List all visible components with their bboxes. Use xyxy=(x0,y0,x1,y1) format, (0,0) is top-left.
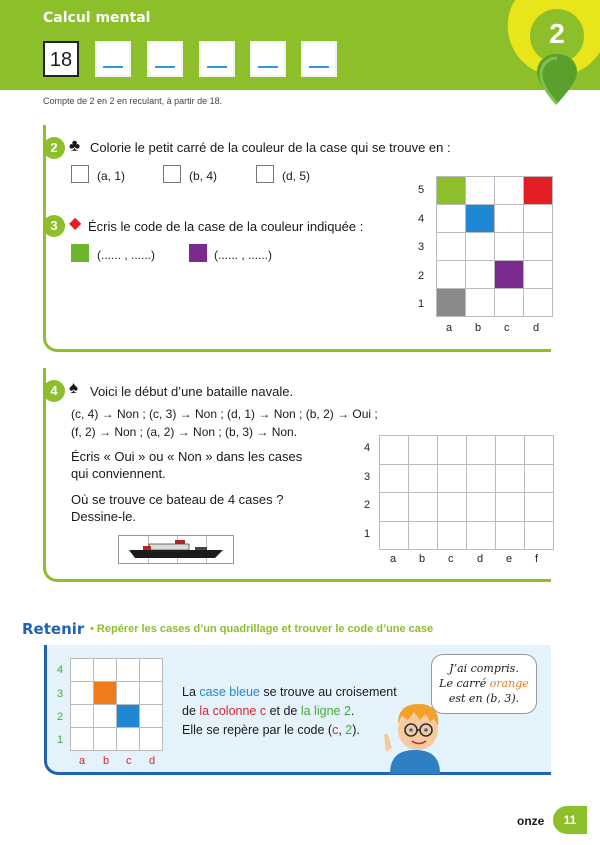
bs-col-label: e xyxy=(506,553,513,565)
bs-cell[interactable] xyxy=(380,436,409,465)
ex3-number: 3 xyxy=(43,215,65,237)
ex4-instruction-2a: Où se trouve ce bateau de 4 cases ? xyxy=(71,492,284,507)
row-label: 3 xyxy=(418,241,425,253)
header-title: Calcul mental xyxy=(43,10,151,26)
ex-cell xyxy=(117,682,140,705)
cell-c1[interactable] xyxy=(495,289,524,317)
bs-cell[interactable] xyxy=(409,521,438,550)
bs-cell[interactable] xyxy=(467,521,496,550)
calc-box-1 xyxy=(43,41,79,77)
bs-row-label: 2 xyxy=(364,499,371,511)
bs-cell[interactable] xyxy=(467,493,496,522)
ex-cell xyxy=(71,705,94,728)
bs-cell[interactable] xyxy=(438,464,467,493)
ex2-number: 2 xyxy=(43,137,65,159)
green-swatch xyxy=(71,244,89,262)
bs-col-label: a xyxy=(390,553,397,565)
ex-cell xyxy=(140,728,163,751)
bs-cell[interactable] xyxy=(438,436,467,465)
answer-purple[interactable]: (...... , ......) xyxy=(214,248,273,262)
calc-box-6[interactable] xyxy=(301,41,337,77)
orange-cell xyxy=(94,682,117,705)
ex4-title: Voici le début d’une bataille navale. xyxy=(90,384,294,399)
col-label: b xyxy=(475,322,482,334)
retenir-explanation: La case bleue se trouve au croisement de la colonne c et de la ligne 2. Elle se repère par le code (c, 2). xyxy=(182,685,397,737)
diamond-icon: ◆ xyxy=(69,215,82,232)
bs-cell[interactable] xyxy=(525,521,554,550)
ex-col-label: b xyxy=(103,755,110,767)
club-icon: ♣ xyxy=(69,136,81,155)
option-d5: (d, 5) xyxy=(282,169,311,183)
cell-c5[interactable] xyxy=(495,177,524,205)
bs-cell[interactable] xyxy=(525,464,554,493)
purple-swatch xyxy=(189,244,207,262)
bs-col-label: c xyxy=(448,553,454,565)
bs-cell[interactable] xyxy=(438,521,467,550)
ex4-number: 4 xyxy=(43,380,65,402)
battleship-grid xyxy=(379,435,554,550)
ex-col-label: a xyxy=(79,755,86,767)
ex4-clues-line1: (c, 4) → Non ; (c, 3) → Non ; (d, 1) → Non ; (b, 2) → Oui ; xyxy=(71,407,378,421)
ex-row-label: 1 xyxy=(57,734,64,746)
ex-row-label: 3 xyxy=(57,688,64,700)
bs-cell[interactable] xyxy=(409,464,438,493)
bs-cell[interactable] xyxy=(409,436,438,465)
bs-cell[interactable] xyxy=(380,521,409,550)
cell-a5[interactable] xyxy=(437,177,466,205)
bs-row-label: 3 xyxy=(364,471,371,483)
cell-b5[interactable] xyxy=(466,177,495,205)
row-label: 2 xyxy=(418,270,425,282)
ex-cell xyxy=(94,705,117,728)
col-label: a xyxy=(446,322,453,334)
ex-cell xyxy=(140,705,163,728)
checkbox-d5[interactable] xyxy=(256,165,274,183)
ex-cell xyxy=(71,659,94,682)
bs-row-label: 4 xyxy=(364,442,371,454)
ex-cell xyxy=(117,659,140,682)
ex4-clues-line2: (f, 2) → Non ; (a, 2) → Non ; (b, 3) → Non. xyxy=(71,425,298,439)
col-label: c xyxy=(504,322,510,334)
cell-b2[interactable] xyxy=(466,261,495,289)
calc-box-2[interactable] xyxy=(95,41,131,77)
bs-cell[interactable] xyxy=(496,464,525,493)
ex4-instruction-1a: Écris « Oui » ou « Non » dans les cases xyxy=(71,449,303,464)
bs-cell[interactable] xyxy=(496,493,525,522)
ex-cell xyxy=(94,659,117,682)
col-label: d xyxy=(533,322,540,334)
bs-row-label: 1 xyxy=(364,528,371,540)
retenir-subtitle: • Repérer les cases d’un quadrillage et trouver le code d’une case xyxy=(90,623,434,635)
calc-box-3[interactable] xyxy=(147,41,183,77)
cell-a4[interactable] xyxy=(437,205,466,233)
ex3-text: Écris le code de la case de la couleur indiquée : xyxy=(88,219,364,234)
ex-cell xyxy=(71,682,94,705)
ex-cell xyxy=(140,682,163,705)
speech-bubble: J’ai compris. Le carré orange est en (b, 3). xyxy=(431,654,537,714)
calc-value: 18 xyxy=(49,49,73,71)
ex-cell xyxy=(140,659,163,682)
calc-instruction: Compte de 2 en 2 en reculant, à partir de 18. xyxy=(43,96,223,106)
cell-d4[interactable] xyxy=(524,205,553,233)
calc-box-5[interactable] xyxy=(250,41,286,77)
cell-b1[interactable] xyxy=(466,289,495,317)
ex-cell xyxy=(94,728,117,751)
cell-c4[interactable] xyxy=(495,205,524,233)
bs-cell[interactable] xyxy=(409,493,438,522)
ex-cell xyxy=(117,728,140,751)
ex-col-label: c xyxy=(126,755,132,767)
bs-cell[interactable] xyxy=(438,493,467,522)
blue-cell xyxy=(117,705,140,728)
bs-cell[interactable] xyxy=(380,493,409,522)
bs-col-label: b xyxy=(419,553,426,565)
row-label: 5 xyxy=(418,184,425,196)
ex4-instruction-1b: qui conviennent. xyxy=(71,466,166,481)
spade-icon: ♠ xyxy=(69,378,79,397)
row-label: 4 xyxy=(418,213,425,225)
bs-cell[interactable] xyxy=(467,464,496,493)
option-a1: (a, 1) xyxy=(97,169,126,183)
bs-col-label: d xyxy=(477,553,484,565)
answer-green[interactable]: (...... , ......) xyxy=(97,248,156,262)
cell-c3[interactable] xyxy=(495,233,524,261)
row-label: 1 xyxy=(418,298,425,310)
cell-d3[interactable] xyxy=(524,233,553,261)
ex4-instruction-2b: Dessine-le. xyxy=(71,509,137,524)
retenir-title: Retenir xyxy=(22,620,85,638)
checkbox-b4[interactable] xyxy=(163,165,181,183)
cell-d5[interactable] xyxy=(524,177,553,205)
cell-c2[interactable] xyxy=(495,261,524,289)
example-grid xyxy=(70,658,163,751)
cell-a3[interactable] xyxy=(437,233,466,261)
cell-d2[interactable] xyxy=(524,261,553,289)
ex-row-label: 2 xyxy=(57,711,64,723)
ship-strip xyxy=(118,535,234,564)
cell-b3[interactable] xyxy=(466,233,495,261)
bs-cell[interactable] xyxy=(525,436,554,465)
ship-icon xyxy=(127,540,227,560)
lesson-badge xyxy=(505,0,600,115)
checkbox-a1[interactable] xyxy=(71,165,89,183)
cell-d1[interactable] xyxy=(524,289,553,317)
cell-a1[interactable] xyxy=(437,289,466,317)
bs-cell[interactable] xyxy=(467,436,496,465)
ex-cell xyxy=(71,728,94,751)
lesson-number: 2 xyxy=(549,18,565,49)
page-number: 11 xyxy=(553,806,587,834)
bs-cell[interactable] xyxy=(380,464,409,493)
bs-cell[interactable] xyxy=(496,436,525,465)
calc-box-4[interactable] xyxy=(199,41,235,77)
option-b4: (b, 4) xyxy=(189,169,218,183)
ex-row-label: 4 xyxy=(57,664,64,676)
ex2-text: Colorie le petit carré de la couleur de la case qui se trouve en : xyxy=(90,140,451,155)
cell-b4[interactable] xyxy=(466,205,495,233)
bs-cell[interactable] xyxy=(496,521,525,550)
cell-a2[interactable] xyxy=(437,261,466,289)
bs-col-label: f xyxy=(535,553,539,565)
color-grid xyxy=(436,176,553,317)
page-word: onze xyxy=(517,814,545,828)
ex-col-label: d xyxy=(149,755,156,767)
bs-cell[interactable] xyxy=(525,493,554,522)
